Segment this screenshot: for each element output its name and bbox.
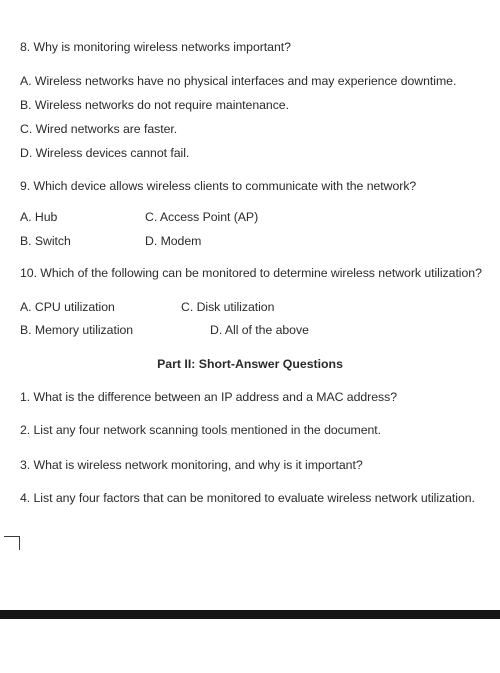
page-bottom-area: [0, 619, 500, 673]
question-10-prompt: 10. Which of the following can be monitored to determine wireless network utilization?: [20, 266, 482, 280]
short-answer-item-2: 2. List any four network scanning tools mentioned in the document.: [20, 423, 382, 437]
question-9-option-a: A. Hub: [20, 210, 58, 224]
question-10-option-b: B. Memory utilization: [20, 323, 134, 337]
question-10-option-c: C. Disk utilization: [181, 300, 275, 314]
question-9-option-d: D. Modem: [145, 234, 202, 248]
question-9-option-c: C. Access Point (AP): [145, 210, 259, 224]
question-9-option-b: B. Switch: [20, 234, 71, 248]
page-edge-bar: [0, 610, 500, 619]
question-9-prompt: 9. Which device allows wireless clients to communicate with the network?: [20, 179, 417, 193]
question-8-prompt: 8. Why is monitoring wireless networks important?: [20, 40, 291, 54]
corner-bracket-mark: [4, 536, 20, 550]
question-8-option-d: D. Wireless devices cannot fail.: [20, 146, 190, 160]
question-8-option-b: B. Wireless networks do not require maintenance.: [20, 98, 289, 112]
short-answer-item-1: 1. What is the difference between an IP address and a MAC address?: [20, 390, 397, 404]
question-10-option-d: D. All of the above: [210, 323, 309, 337]
question-8-option-c: C. Wired networks are faster.: [20, 122, 178, 136]
part-2-heading: Part II: Short-Answer Questions: [157, 357, 343, 371]
short-answer-item-3: 3. What is wireless network monitoring, and why is it important?: [20, 458, 363, 472]
short-answer-item-4: 4. List any four factors that can be monitored to evaluate wireless network utilization.: [20, 491, 475, 505]
question-8-option-a: A. Wireless networks have no physical interfaces and may experience downtime.: [20, 74, 457, 88]
question-10-option-a: A. CPU utilization: [20, 300, 115, 314]
